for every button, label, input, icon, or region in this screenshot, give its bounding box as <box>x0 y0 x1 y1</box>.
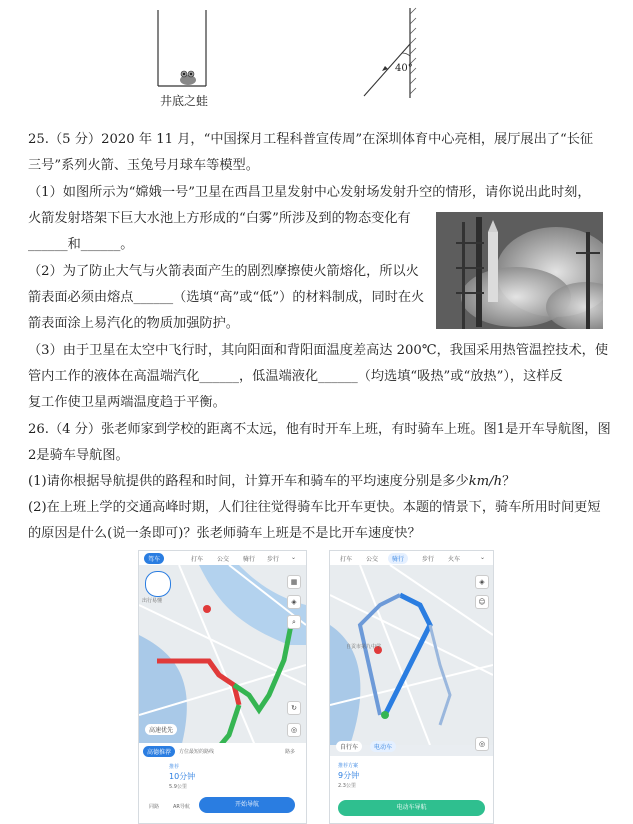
tab-taxi[interactable]: 打车 <box>191 556 204 563</box>
rocket-launch-photo <box>436 212 603 329</box>
q26-q2-line2: 的原因是什么(说一条即可)？张老师骑车上班是不是比开车速度快？ <box>28 526 421 541</box>
tab-walk[interactable]: 步行 <box>422 556 435 563</box>
car-navigation-map <box>138 550 307 824</box>
q25-p1-line1: （1）如图所示为“嫦娥一号”卫星在西昌卫星发射中心发射场发射升空的情形，请你说出此时刻， <box>28 185 591 200</box>
tab-train[interactable]: 火车 <box>448 556 461 563</box>
q25-p2-line3: 箭表面涂上易汽化的物质加强防护。 <box>28 316 239 331</box>
car-route-card <box>139 743 306 823</box>
q26-q1-prefix: (1)请你根据导航提供的路程和时间，计算开车和骑车的平均速度分别是多少 <box>28 474 469 489</box>
q26-q1-suffix: ？ <box>502 474 516 489</box>
bike-time: 9分钟 <box>338 771 360 780</box>
locate-icon[interactable]: ◎ <box>475 737 489 751</box>
bike-map-canvas <box>330 565 493 745</box>
q25-p3-line2: 管内工作的液体在高温端汽化______，低温端液化______（均选填“吸热”或“放热”），这样反 <box>28 369 563 384</box>
q25-p1-line2: 火箭发射塔架下巨大水池上方形成的“白雾”所涉及到的物态变化有 <box>28 211 411 226</box>
car-distance: 5.9公里 <box>169 784 187 790</box>
car-mode-tabs <box>139 551 306 565</box>
q26-q1-unit: km/h <box>468 474 503 489</box>
mode-bicycle[interactable]: 自行车 <box>336 741 362 752</box>
tab-ride[interactable]: 骑行 <box>388 553 408 564</box>
q26-line1: 26.（4 分）张老师家到学校的距离不太远，他有时开车上班，有时骑车上班。图1是开车导航图，图 <box>28 422 611 437</box>
q26-q1 <box>28 473 610 491</box>
start-navigation-button[interactable]: 开始导航 <box>199 797 295 813</box>
q25-p3-line3: 复工作使卫星两端温度趋于平衡。 <box>28 395 226 410</box>
q25-p1-line3: ______和______。 <box>28 237 134 252</box>
tab-drive[interactable]: 驾车 <box>144 553 164 564</box>
q25-line2: 三号”系列火箭、玉兔号月球车等模型。 <box>28 158 259 173</box>
shield-icon[interactable] <box>145 571 171 597</box>
bike-mode-tabs <box>330 551 493 565</box>
car-btn-ar[interactable]: AR导航 <box>173 804 190 810</box>
bike-route-card <box>330 756 493 823</box>
tab-bus[interactable]: 公交 <box>217 556 230 563</box>
tab-ride[interactable]: 骑行 <box>243 556 256 563</box>
q25-p3-line1: （3）由于卫星在太空中飞行时，其向阳面和背阳面温度差高达 200℃，我国采用热管温控技术，使 <box>28 343 609 358</box>
car-route-note: 方位最短的路线 <box>179 749 215 755</box>
tab-bus[interactable]: 公交 <box>366 556 379 563</box>
car-btn-same-route[interactable]: 同路 <box>149 804 160 810</box>
q25-p2-line2: 箭表面必须由熔点______（选填“高”或“低”）的材料制成，同时在火 <box>28 290 425 305</box>
chevron-down-icon[interactable]: ⌄ <box>480 554 486 561</box>
angle-label: 40° <box>395 63 413 74</box>
car-badge: 出行易懂 <box>142 598 163 604</box>
q26-line2: 2是骑车导航图。 <box>28 448 129 463</box>
search-icon[interactable]: ⌕ <box>287 615 301 629</box>
bike-distance: 2.3公里 <box>338 783 356 789</box>
car-more[interactable]: 路多 <box>285 749 296 755</box>
traffic-icon[interactable]: ▦ <box>287 575 301 589</box>
tab-taxi[interactable]: 打车 <box>340 556 353 563</box>
car-time: 10分钟 <box>169 772 196 781</box>
mirror-angle-figure <box>350 0 440 105</box>
mode-ebike[interactable]: 电动车 <box>370 741 396 752</box>
q25-line1: 25.（5 分）2020 年 11 月，“中国探月工程科普宣传周”在深圳体育中心亮相，展厅展出了“长征 <box>28 132 594 147</box>
route-scheme-button[interactable]: 高速优先 <box>145 724 177 735</box>
well-caption: 井底之蛙 <box>160 94 209 108</box>
refresh-icon[interactable]: ↻ <box>287 701 301 715</box>
poi-label: 自贡市第九中学 <box>346 644 382 650</box>
start-ebike-navigation-button[interactable]: 电动车导航 <box>338 800 485 816</box>
bike-tag: 推荐方案 <box>338 763 359 769</box>
tab-walk[interactable]: 步行 <box>267 556 280 563</box>
q25-p2-line1: （2）为了防止大气与火箭表面产生的剧烈摩擦使火箭熔化，所以火 <box>28 264 419 279</box>
q26-q2-line1: (2)在上班上学的交通高峰时期，人们往往觉得骑车比开车更快。本题的情景下，骑车所用时间更短 <box>28 500 601 515</box>
chevron-down-icon[interactable]: ⌄ <box>291 554 297 561</box>
bike-navigation-map <box>329 550 494 824</box>
layers-icon[interactable]: ◈ <box>287 595 301 609</box>
people-icon[interactable]: ☺ <box>475 595 489 609</box>
car-route-tab[interactable]: 高德推荐 <box>143 746 175 757</box>
locate-icon[interactable]: ◎ <box>287 723 301 737</box>
car-tag: 推荐 <box>169 764 180 770</box>
layers-icon[interactable]: ◈ <box>475 575 489 589</box>
